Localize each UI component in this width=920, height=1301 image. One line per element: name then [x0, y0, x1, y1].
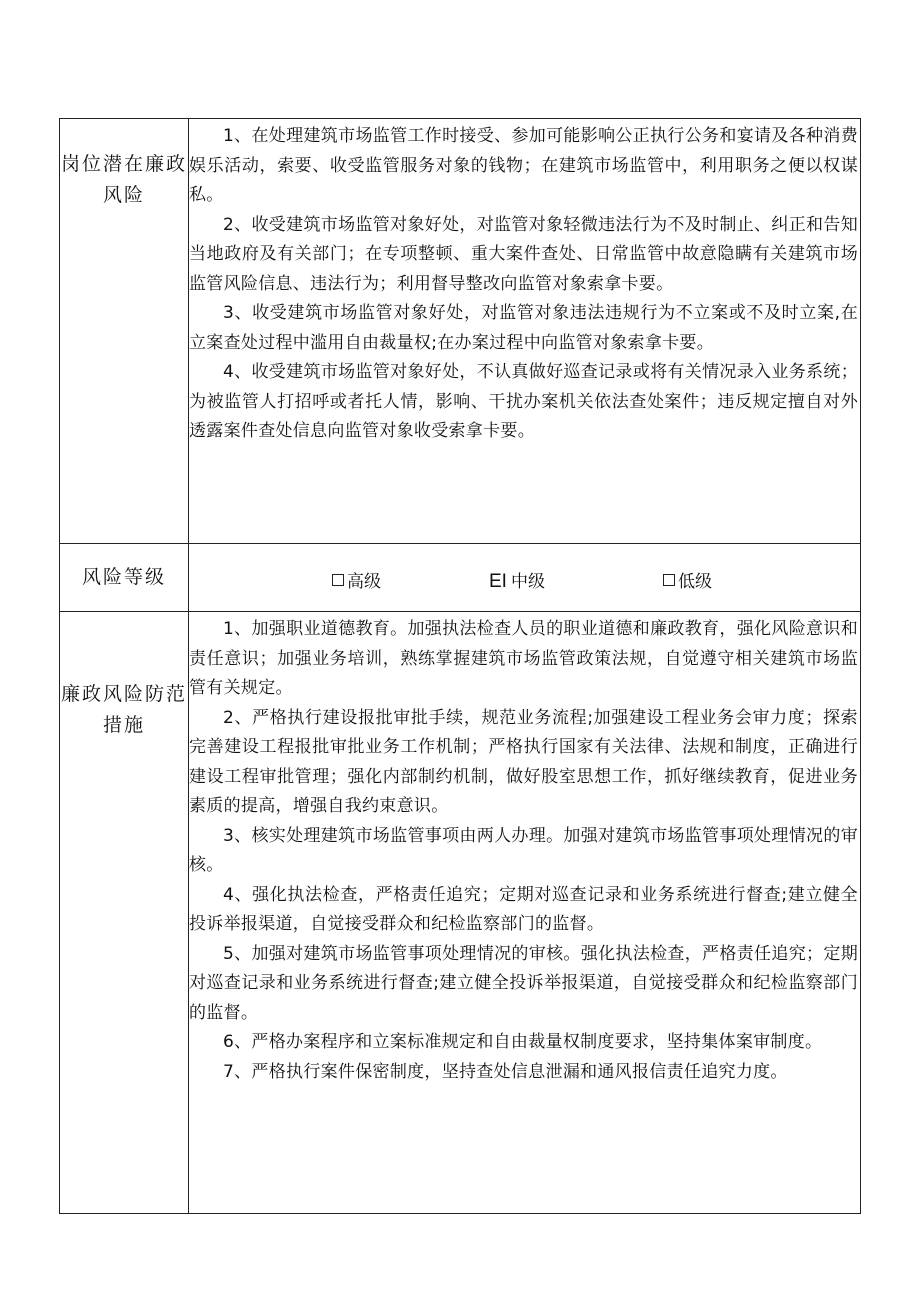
measure-item-3: 3、核实处理建筑市场监管事项由两人办理。加强对建筑市场监管事项处理情况的审核。 [189, 825, 858, 875]
level-mid-label: 中级 [510, 571, 545, 592]
measure-item-5: 5、加强对建筑市场监管事项处理情况的审核。强化执法检查，严格责任追究；定期对巡查记录和业务系统进行督查;建立健全投诉举报渠道，自觉接受群众和纪检监察部门的监督。 [189, 943, 858, 1023]
level-option-mid[interactable] [489, 567, 545, 593]
measures-label [60, 612, 189, 1214]
risk-content [189, 119, 861, 544]
risk-label-text: 岗位潜在廉政风险 [60, 153, 187, 206]
measure-item-7: 7、严格执行案件保密制度，坚持查处信息泄漏和通风报信责任追究力度。 [223, 1061, 788, 1082]
level-label [60, 544, 189, 612]
level-options [189, 563, 860, 593]
measures-row [60, 612, 861, 1214]
level-options-cell [189, 544, 861, 612]
level-low-label: 低级 [678, 571, 712, 592]
checkbox-empty-icon [332, 574, 344, 586]
checkbox-empty-icon [663, 574, 675, 586]
risk-table [59, 118, 861, 1214]
risk-label [60, 119, 189, 544]
risk-item-3: 3、收受建筑市场监管对象好处，对监管对象违法违规行为不立案或不及时立案,在立案查处过程中滥用自由裁量权;在办案过程中向监管对象索拿卡要。 [189, 303, 858, 353]
risk-item-1: 1、在处理建筑市场监管工作时接受、参加可能影响公正执行公务和宴请及各种消费娱乐活动，索要、收受监管服务对象的钱物；在建筑市场监管中，利用职务之便以权谋私。 [189, 126, 858, 205]
measures-content [189, 612, 861, 1214]
level-label-text: 风险等级 [81, 566, 166, 588]
measure-item-1: 1、加强职业道德教育。加强执法检查人员的职业道德和廉政教育，强化风险意识和责任意识；加强业务培训，熟练掌握建筑市场监管政策法规，自觉遵守相关建筑市场监管有关规定。 [189, 619, 858, 698]
risk-item-4: 4、收受建筑市场监管对象好处，不认真做好巡查记录或将有关情况录入业务系统；为被监管人打招呼或者托人情，影响、干扰办案机关依法查处案件；违反规定擅自对外透露案件查处信息向监管对象收受索拿卡要。 [189, 362, 858, 441]
risk-row [60, 119, 861, 544]
level-option-high[interactable] [332, 567, 381, 592]
risk-item-2: 2、收受建筑市场监管对象好处，对监管对象轻微违法行为不及时制止、纠正和告知当地政府及有关部门；在专项整顿、重大案件查处、日常监管中故意隐瞒有关建筑市场监管风险信息、违法行为；利用督导整改向监管对象索拿卡要。 [189, 214, 858, 294]
level-option-low[interactable] [663, 567, 712, 592]
measure-item-6: 6、严格办案程序和立案标准规定和自由裁量权制度要求，坚持集体案审制度。 [223, 1032, 823, 1052]
level-mid-mark: EI [489, 570, 507, 592]
measure-item-4: 4、强化执法检查，严格责任追究；定期对巡查记录和业务系统进行督查;建立健全投诉举报渠道，自觉接受群众和纪检监察部门的监督。 [189, 884, 858, 934]
measures-label-text: 廉政风险防范措施 [60, 683, 187, 736]
level-row [60, 544, 861, 612]
measure-item-2: 2、严格执行建设报批审批手续，规范业务流程;加强建设工程业务会审力度；探索完善建设工程报批审批业务工作机制；严格执行国家有关法律、法规和制度，正确进行建设工程审批管理；强化内部制约机制，做好股室思想工作，抓好继续教育，促进业务素质的提高，增强自我约束意识。 [189, 707, 858, 816]
level-high-label: 高级 [347, 571, 381, 592]
